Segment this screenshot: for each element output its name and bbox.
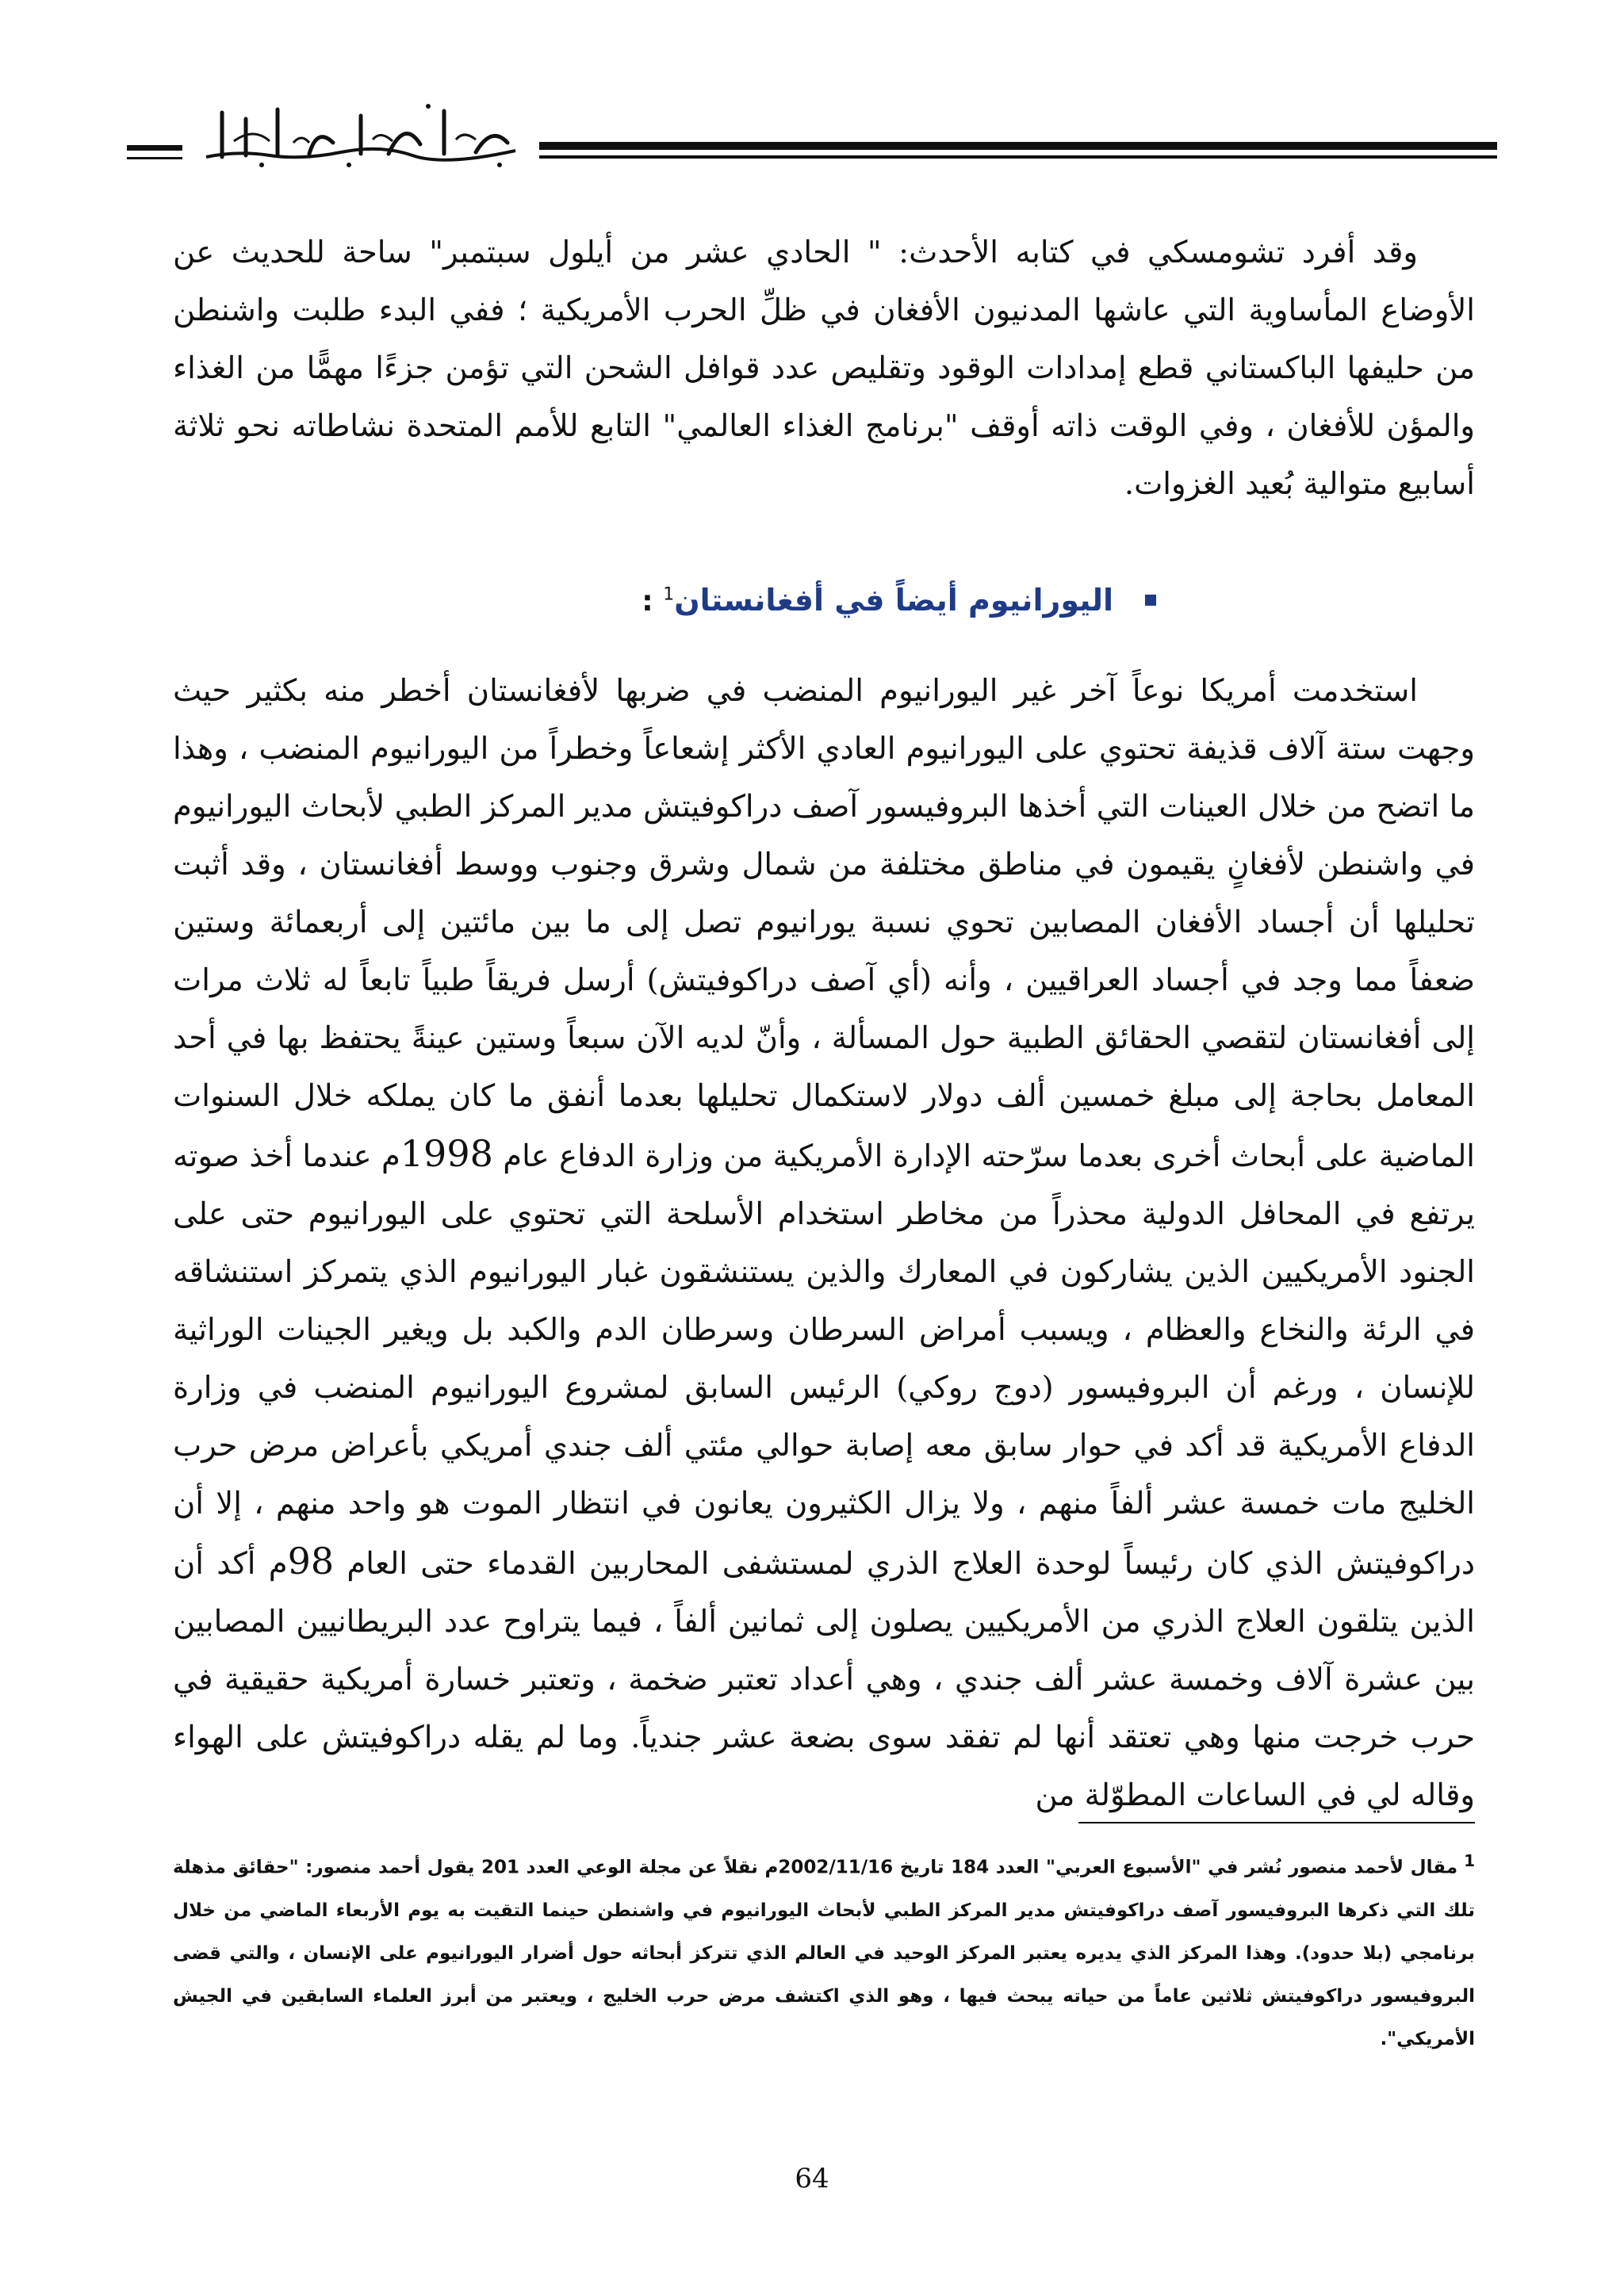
intro-paragraph: وقد أفرد تشومسكي في كتابه الأحدث: " الحادي عشر من أيلول سبتمبر" ساحة للحديث عن الأوضاع المأساوية التي عاشها المدنيون الأفغان في ظلِّ الحرب الأمريكية ؛ ففي البدء طلبت واشنطن من حليفها الباكستاني قطع إمدادات الوقود وتقليص عدد قوافل الشحن التي تؤمن جزءًا مهمًّا من الغذاء والمؤن للأفغان ، وفي الوقت ذاته أوقف "برنامج الغذاء العالمي" التابع للأمم المتحدة نشاطاته نحو ثلاثة أسابيع متوالية بُعيد الغزوات. xyxy=(173,235,1475,502)
bullet-square-icon xyxy=(1145,595,1156,606)
section-heading xyxy=(642,583,1156,618)
main-paragraph: استخدمت أمريكا نوعاً آخر غير اليورانيوم المنضب في ضربها لأفغانستان أخطر منه بكثير حيث وجهت ستة آلاف قذيفة تحتوي على اليورانيوم العادي الأكثر إشعاعاً وخطراً من اليورانيوم المنضب ، وهذا ما اتضح من خلال العينات التي أخذها البروفيسور آصف دراكوفيتش مدير المركز الطبي لأبحاث اليورانيوم في واشنطن لأفغانٍ يقيمون في مناطق مختلفة من شمال وشرق وجنوب ووسط أفغانستان ، وقد أثبت تحليلها أن أجساد الأفغان المصابين تحوي نسبة يورانيوم تصل إلى ما بين مائتين إلى أربعمائة وستين ضعفاً مما وجد في أجساد العراقيين ، وأنه (أي آصف دراكوفيتش) أرسل فريقاً طبياً تابعاً له ثلاث مرات إلى أفغانستان لتقصي الحقائق الطبية حول المسألة ، وأنّ لديه الآن سبعاً وستين عينةً يحتفظ بها في أحد المعامل بحاجة إلى مبلغ خمسين ألف دولار لاستكمال تحليلها بعدما أنفق ما كان يملكه خلال السنوات الماضية على أبحاث أخرى بعدما سرّحته الإدارة الأمريكية من وزارة الدفاع عام 1998م عندما أخذ صوته يرتفع في المحافل الدولية محذراً من مخاطر استخدام الأسلحة التي تحتوي على اليورانيوم حتى على الجنود الأمريكيين الذين يشاركون في المعارك والذين يستنشقون غبار اليورانيوم الذي يتمركز استنشاقه في الرئة والنخاع والعظام ، ويسبب أمراض السرطان وسرطان الدم والكبد بل ويغير الجينات الوراثية للإنسان ، ورغم أن البروفيسور (دوج روكي) الرئيس السابق لمشروع اليورانيوم المنضب في وزارة الدفاع الأمريكية قد أكد في حوار سابق معه إصابة حوالي مئتي ألف جندي أمريكي بأعراض مرض حرب الخليج مات خمسة عشر ألفاً منهم ، ولا يزال الكثيرون يعانون في انتظار الموت هو واحد منهم ، إلا أن دراكوفيتش الذي كان رئيساً لوحدة العلاج الذري لمستشفى المحاربين القدماء حتى العام 98م أكد أن الذين يتلقون العلاج الذري من الأمريكيين يصلون إلى ثمانين ألفاً ، فيما يتراوح عدد البريطانيين المصابين بين عشرة آلاف وخمسة عشر ألف جندي ، وهي أعداد تعتبر ضخمة ، وتعتبر خسارة أمريكية حقيقية في حرب خرجت منها وهي تعتقد أنها لم تفقد سوى بضعة عشر جندياً. وما لم يقله دراكوفيتش على الهواء وقاله لي في الساعات المطوّلة من xyxy=(173,673,1476,1813)
year-number: 1998 xyxy=(400,1132,493,1175)
footnote-ref[interactable]: 1 xyxy=(663,584,675,605)
header-rule-left-thin xyxy=(127,157,182,159)
section-heading-text: اليورانيوم أيضاً في أفغانستان$^1$ : xyxy=(642,583,1113,618)
footnote-mark: 1 xyxy=(1464,1851,1475,1870)
footnote-separator xyxy=(1078,1822,1475,1823)
calligraphy-logo-icon xyxy=(190,95,531,174)
footnote xyxy=(173,1839,1475,2061)
header-rule-right xyxy=(539,142,1497,150)
header-rule-right-thin xyxy=(539,155,1497,159)
page-number: 64 xyxy=(795,2163,829,2195)
footnote-text: مقال لأحمد منصور نُشر في "الأسبوع العربي" العدد 184 تاريخ 2002/11/16م نقلاً عن مجلة الوعي العدد 201 يقول أحمد منصور: "حقائق مذهلة تلك التي ذكرها البروفيسور آصف دراكوفيتش مدير المركز الطبي لأبحاث اليورانيوم في واشنطن حينما التقيت به يوم الأربعاء الماضي من خلال برنامجي (بلا حدود). وهذا المركز الذي يديره يعتبر المركز الوحيد في العالم الذي تتركز أبحاثه حول أضرار اليورانيوم على الإنسان ، والتي قضى البروفيسور دراكوفيتش ثلاثين عاماً من حياته يبحث فيها ، وهو الذي اكتشف مرض حرب الخليج ، ويعتبر من أبرز العلماء السابقين في الجيش الأمريكي". xyxy=(173,1857,1475,2049)
header-rule-left xyxy=(127,145,182,151)
page-header xyxy=(127,95,1497,174)
calligraphy-logo xyxy=(190,95,531,174)
year-number-short: 98 xyxy=(287,1540,335,1582)
